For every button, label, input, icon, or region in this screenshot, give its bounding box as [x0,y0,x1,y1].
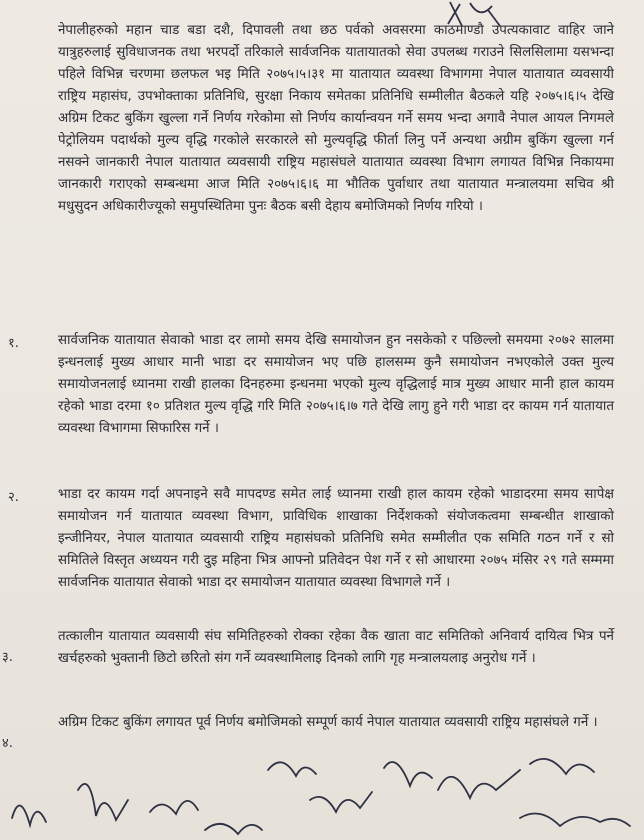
decision-item-3: तत्कालीन यातायात व्यवसायी संघ समितिहरुको रोक्का रहेका वैक खाता वाट समितिको अनिवार्य दायित्व भित्र पर्ने खर्चहरुको भुक्तानी छिटो छरितो संग गर्ने व्यवस्थामिलाइ दिनको लागि गृह मन्त्रालयलाइ अनुरोध गर्ने । [58,629,614,666]
item-number: ३. [2,650,13,665]
item-number: ४. [2,736,13,751]
decision-item-1: सार्वजनिक यातायात सेवाको भाडा दर लामो समय देखि समायोजन हुन नसकेको र पछिल्लो समयमा २०७२ सालमा इन्धनलाई मुख्य आधार मानी भाडा दर समायोजन भए पछि हालसम्म कुनै समायोजन नभएकोले उक्त मुल्य समायोजनलाई ध्यानमा राखी हालका दिनहरुमा इन्धनमा भएको मुल्य वृद्धिलाई मात्र मुख्य आधार मानी हाल कायम रहेको भाडा दरमा १० प्रतिशत मुल्य वृद्धि गरि मिति २०७५।६।७ गते देखि लागु हुने गरी भाडा दर कायम गर्न यातायात व्यवस्था विभागमा सिफारिस गर्ने । [58,333,614,436]
decision-item-2: भाडा दर कायम गर्दा अपनाइने सवै मापदण्ड समेत लाई ध्यानमा राखी हाल कायम रहेको भाडादरमा समय सापेक्ष समायोजन गर्न यातायात व्यवस्था विभाग, प्राविधिक शाखाका निर्देशकको संयोजकत्वमा सम्बन्धीत शाखाको इन्जीनियर, नेपाल यातायात व्यवसायी राष्ट्रिय महासंघको प्रतिनिधि समेत सम्मीलीत एक समिति गठन गर्ने र सो समितिले विस्तृत अध्ययन गरी दुइ महिना भित्र आफ्नो प्रतिवेदन पेश गर्ने र सो आधारमा २०७५ मंसिर २९ गते सम्ममा सार्वजनिक यातायात सेवाको भाडा दर समायोजन यातायात व्यवस्था विभागले गर्ने । [58,487,614,590]
decision-item-4: अग्रिम टिकट बुकिंग लगायत पूर्व निर्णय बमोजिमको सम्पूर्ण कार्य नेपाल यातायात व्यवसायी राष्ट्रिय महासंघले गर्ने । [58,715,598,730]
intro-paragraph: नेपालीहरुको महान चाड बडा दशै, दिपावली तथा छठ पर्वको अवसरमा काठमाण्डौ उपत्यकावाट वाहिर जाने यात्रुहरुलाई सुविधाजनक तथा भरपर्दो तरिकाले सार्वजनिक यातायातको सेवा उपलब्ध गराउने सिलसिलामा यसभन्दा पहिले विभिन्न चरणमा छलफल भइ मिति २०७५।५।३१ मा यातायात व्यवस्था विभागमा नेपाल यातायात व्यवसायी राष्ट्रिय महासंघ, उपभोक्ताका प्रतिनिधि, सुरक्षा निकाय समेतका प्रतिनिधि सम्मीलीत बैठकले यहि २०७५।६।५ देखि अग्रिम टिकट बुकिंग खुल्ला गर्ने निर्णय गरेकोमा सो निर्णय कार्यान्वयन गर्ने समय भन्दा अगावै नेपाल आयल निगमले पेट्रोलियम पदार्थको मुल्य वृद्धि गरकोले सरकारले सो मुल्यवृद्धि फीर्ता लिनु पर्ने अन्यथा अग्रीम बुकिंग खुल्ला गर्न नसक्ने जानकारी नेपाल यातायात व्यवसायी राष्ट्रिय महासंघले यातायात व्यवस्था विभाग लगायत विभिन्न निकायमा जानकारी गराएको सम्बन्धमा आज मिति २०७५।६।६ मा भौतिक पुर्वाधार तथा यातायात मन्त्रालयमा सचिव श्री मधुसुदन अधिकारीज्यूको समुपस्थितिमा पुनः बैठक बसी देहाय बमोजिमको निर्णय गरियो । [58,23,614,214]
signatures [0,730,644,840]
item-number: २. [8,490,19,505]
item-number: १. [8,336,19,351]
